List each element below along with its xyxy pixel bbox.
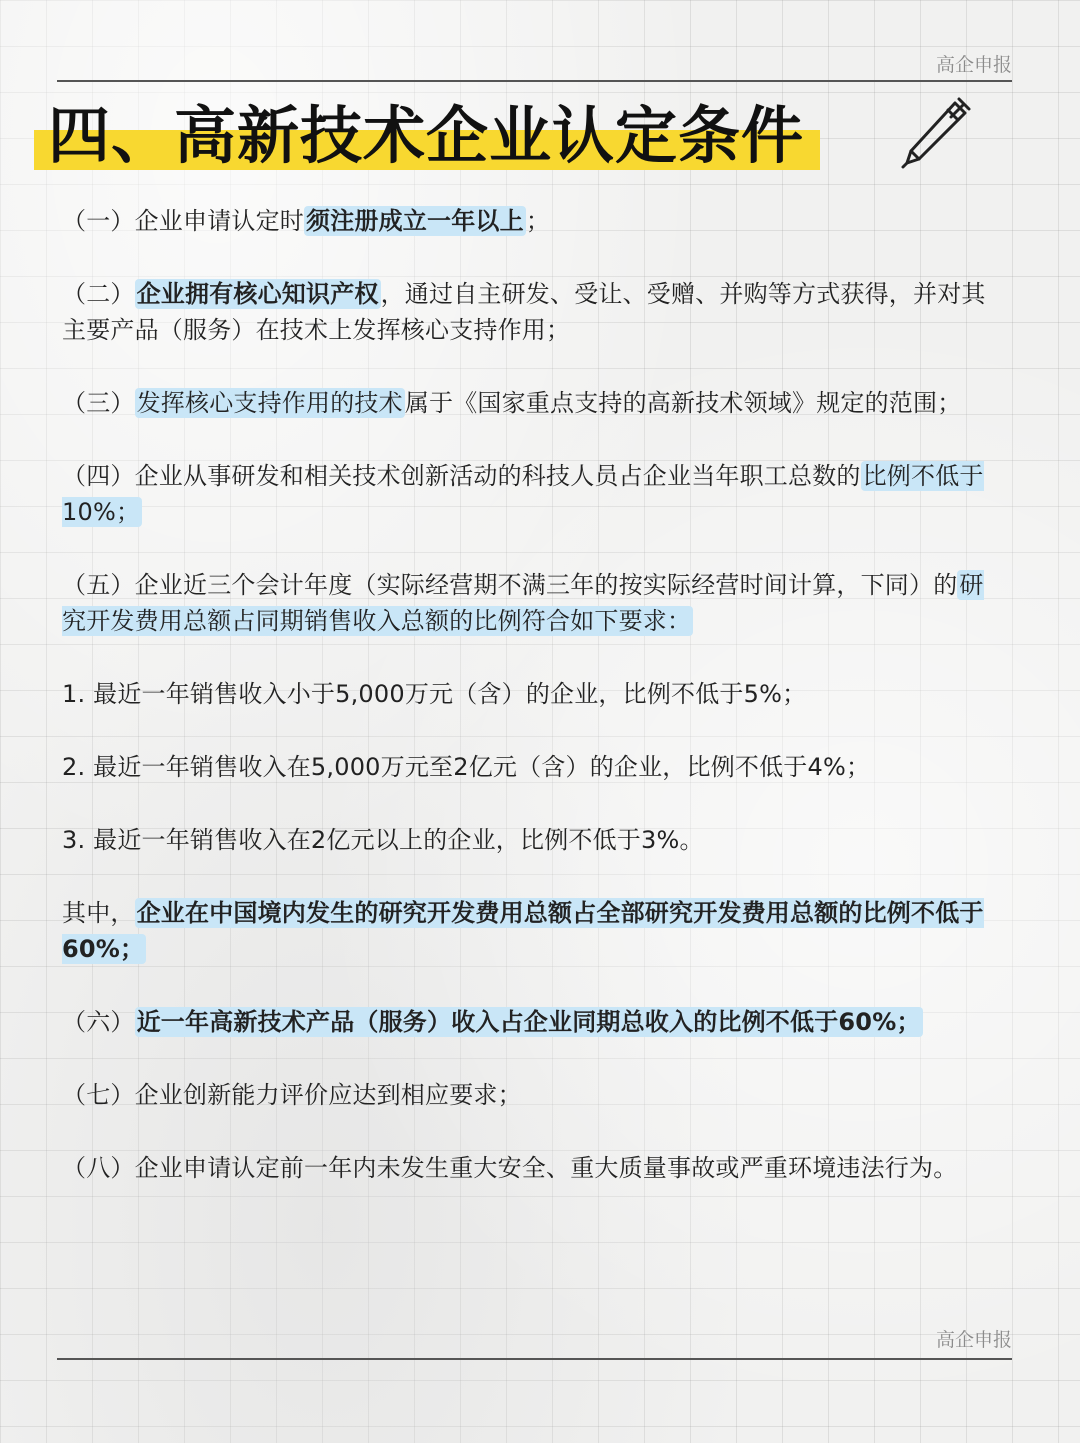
criterion-5-note-text: 其中，: [62, 899, 135, 927]
brand-label-bottom: 高企申报: [935, 1329, 1012, 1351]
criterion-1-text: （一）企业申请认定时: [62, 207, 304, 235]
criterion-7: （七）企业创新能力评价应达到相应要求；: [62, 1081, 522, 1109]
criteria-list: [62, 203, 1007, 1186]
criterion-5-sub-1: 1. 最近一年销售收入小于5,000万元（含）的企业，比例不低于5%；: [62, 680, 807, 708]
criterion-6-highlight: 近一年高新技术产品（服务）收入占企业同期总收入的比例不低于60%；: [136, 1008, 921, 1036]
criterion-5-sub-3: 3. 最近一年销售收入在2亿元以上的企业，比例不低于3%。: [62, 826, 704, 854]
criterion-1: [62, 203, 1007, 239]
criterion-3-highlight: 发挥核心支持作用的技术: [136, 389, 403, 417]
brand-label-top: 高企申报: [935, 54, 1012, 76]
bottom-divider: [57, 1358, 1012, 1360]
criterion-2: [62, 276, 1007, 348]
criterion-6-text: （六）: [62, 1008, 135, 1036]
criterion-3-text: （三）: [62, 389, 135, 417]
criterion-8: （八）企业申请认定前一年内未发生重大安全、重大质量事故或严重环境违法行为。: [62, 1154, 958, 1182]
criterion-4-highlight: 比例不低于10%；: [62, 462, 984, 526]
criterion-1-tail: ；: [525, 207, 551, 235]
pen-icon: [893, 95, 973, 175]
criterion-5-sub-2: 2. 最近一年销售收入在5,000万元至2亿元（含）的企业，比例不低于4%；: [62, 753, 871, 781]
criterion-3-tail: 属于《国家重点支持的高新技术领域》规定的范围；: [404, 389, 962, 417]
criterion-5: [62, 567, 1007, 639]
top-divider: [57, 80, 1012, 82]
criterion-2-text: （二）: [62, 280, 135, 308]
criterion-4-text: （四）企业从事研发和相关技术创新活动的科技人员占企业当年职工总数的: [62, 462, 861, 490]
criterion-1-highlight: 须注册成立一年以上: [306, 207, 524, 235]
page-title: 四、高新技术企业认定条件: [48, 99, 805, 172]
criterion-6: [62, 1004, 1007, 1040]
criterion-5-note-highlight: 企业在中国境内发生的研究开发费用总额占全部研究开发费用总额的比例不低于60%；: [62, 899, 984, 963]
criterion-5-text: （五）企业近三个会计年度（实际经营期不满三年的按实际经营时间计算，下同）的: [62, 571, 958, 599]
criterion-2-tail: ，通过自主研发、受让、受赠、并购等方式获得，并对其主要产品（服务）在技术上发挥核心支持作用；: [62, 280, 986, 344]
criterion-2-highlight: 企业拥有核心知识产权: [136, 280, 379, 308]
criterion-3: [62, 385, 1007, 421]
criterion-5-note: [62, 895, 1007, 967]
criterion-5-highlight: 研究开发费用总额占同期销售收入总额的比例符合如下要求：: [62, 571, 984, 635]
title-block: [34, 96, 804, 176]
criterion-4: [62, 458, 1007, 530]
